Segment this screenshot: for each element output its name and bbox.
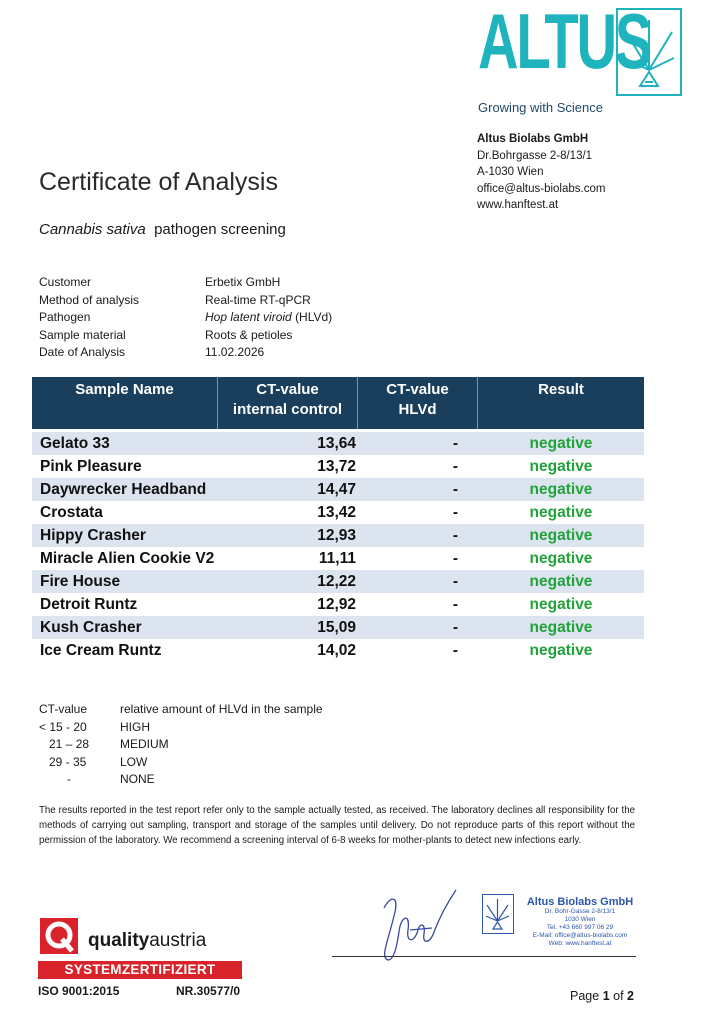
ct-internal-control-cell: 14,47: [317, 480, 356, 498]
ct-internal-control-cell: 14,02: [317, 641, 356, 659]
ct-hlvd-cell: -: [452, 457, 458, 475]
legend-value: NONE: [120, 772, 155, 786]
address-web[interactable]: www.hanftest.at: [477, 199, 559, 211]
date-label: Date of Analysis: [39, 345, 126, 359]
quality-q-icon: [40, 918, 78, 954]
header-ct-hlvd: CT-value HLVd: [358, 377, 478, 429]
stamp-city: 1030 Wien: [564, 916, 596, 923]
ct-hlvd-cell: -: [452, 434, 458, 452]
sample-name-cell: Ice Cream Runtz: [40, 641, 162, 659]
lab-stamp: [482, 890, 642, 956]
ct-hlvd-cell: -: [452, 480, 458, 498]
table-row: [32, 455, 644, 478]
stamp-name: Altus Biolabs GmbH: [526, 896, 634, 908]
analysis-metadata: [39, 274, 332, 362]
legend-key: 21 – 28: [49, 737, 90, 751]
legend-value: HIGH: [120, 719, 150, 734]
table-row: [32, 432, 644, 455]
sample-name-cell: Daywrecker Headband: [40, 480, 207, 498]
table-row: [32, 639, 644, 662]
ct-internal-control-cell: 13,64: [317, 434, 356, 452]
result-cell: negative: [529, 434, 593, 452]
page-title: Certificate of Analysis: [39, 168, 278, 196]
table-row: [32, 616, 644, 639]
logo-tagline: Growing with Science: [478, 100, 603, 115]
page-number: Page 1 of 2: [570, 989, 634, 1003]
header-result: Result: [538, 381, 584, 398]
result-cell: negative: [529, 549, 593, 567]
date-value: 11.02.2026: [205, 345, 265, 359]
stamp-web: Web: www.hanftest.at: [548, 940, 612, 947]
legend-key: CT-value: [39, 702, 88, 716]
sample-name-cell: Crostata: [40, 503, 103, 521]
table-row: [32, 593, 644, 616]
logo-wordmark: ALTUS: [478, 0, 651, 85]
table-body: [32, 432, 644, 662]
customer-label: Customer: [39, 275, 92, 289]
ct-hlvd-cell: -: [452, 595, 458, 613]
pathogen-abbr: (HLVd): [295, 310, 333, 324]
method-label: Method of analysis: [39, 292, 140, 307]
result-cell: negative: [529, 457, 593, 475]
table-row: [32, 501, 644, 524]
material-label: Sample material: [39, 327, 126, 342]
result-cell: negative: [529, 595, 593, 613]
result-cell: negative: [529, 572, 593, 590]
subtitle-species: Cannabis sativa: [39, 221, 146, 238]
stamp-tel: Tel. +43 660 997 06 29: [546, 924, 614, 931]
header-ct-internal-control: CT-value internal control: [218, 377, 358, 429]
table-row: [32, 570, 644, 593]
legend-value: relative amount of HLVd in the sample: [120, 702, 323, 716]
page-subtitle: [39, 221, 286, 238]
sample-name-cell: Kush Crasher: [40, 618, 142, 636]
sample-name-cell: Fire House: [40, 572, 121, 590]
ct-internal-control-cell: 13,72: [317, 457, 356, 475]
legend-key: 29 - 35: [49, 754, 87, 769]
sample-name-cell: Miracle Alien Cookie V2: [40, 549, 215, 567]
ct-internal-control-cell: 12,93: [317, 526, 356, 544]
systemzertifiziert-bar: SYSTEMZERTIFIZIERT: [38, 961, 242, 979]
table-row: [32, 478, 644, 501]
signature-line: [332, 956, 636, 957]
legend-key: -: [67, 772, 71, 786]
ct-hlvd-cell: -: [452, 641, 458, 659]
certificate-number: NR.30577/0: [176, 984, 241, 998]
pathogen-label: Pathogen: [39, 310, 91, 324]
sample-name-cell: Pink Pleasure: [40, 457, 142, 475]
signature-area: [332, 886, 644, 966]
ct-hlvd-cell: -: [452, 572, 458, 590]
material-value: Roots & petioles: [205, 327, 293, 342]
quality-austria-badge: [38, 918, 248, 1002]
results-table: [32, 377, 644, 662]
header-sample-name: Sample Name: [32, 377, 218, 429]
ct-value-legend: [39, 701, 323, 789]
ct-hlvd-cell: -: [452, 549, 458, 567]
lab-address: [477, 131, 605, 214]
altus-logo: [476, 0, 686, 116]
ct-internal-control-cell: 13,42: [317, 503, 356, 521]
address-email[interactable]: office@altus-biolabs.com: [477, 182, 606, 195]
customer-value: Erbetix GmbH: [205, 275, 281, 289]
stamp-email: E-Mail: office@altus-biolabs.com: [532, 932, 628, 939]
sample-name-cell: Hippy Crasher: [40, 526, 146, 544]
result-cell: negative: [529, 503, 593, 521]
quality-wordmark: qualityaustria: [88, 930, 207, 951]
address-street: Dr.Bohrgasse 2-8/13/1: [477, 149, 593, 162]
ct-hlvd-cell: -: [452, 618, 458, 636]
ct-internal-control-cell: 12,92: [317, 595, 356, 613]
method-value: Real-time RT-qPCR: [205, 292, 311, 307]
result-cell: negative: [529, 526, 593, 544]
ct-internal-control-cell: 12,22: [317, 572, 356, 590]
result-cell: negative: [529, 641, 593, 659]
address-city: A-1030 Wien: [477, 166, 544, 178]
disclaimer-text: The results reported in the test report refer only to the sample actually tested, as received. The laboratory declines all responsibility for the methods of carrying out sampling, transport and storage of the samples until delivery. Do not reproduce parts of this report without the permission of the laboratory. We recommend a screening interval of 6-8 weeks for mother-plants to detect new infections early.: [39, 805, 635, 846]
table-row: [32, 524, 644, 547]
stamp-text: [518, 896, 642, 948]
sample-name-cell: Detroit Runtz: [40, 595, 138, 613]
cannabis-leaf-icon: [616, 8, 682, 96]
subtitle-rest: pathogen screening: [154, 221, 286, 238]
stamp-street: Dr. Bohr-Gasse 2-8/13/1: [544, 908, 616, 915]
legend-value: MEDIUM: [120, 737, 169, 751]
result-cell: negative: [529, 480, 593, 498]
legend-value: LOW: [120, 754, 148, 769]
table-header: [32, 377, 644, 429]
ct-hlvd-cell: -: [452, 526, 458, 544]
ct-internal-control-cell: 11,11: [318, 549, 356, 567]
sample-name-cell: Gelato 33: [40, 434, 110, 452]
result-cell: negative: [529, 618, 593, 636]
stamp-leaf-icon: [482, 894, 514, 934]
ct-internal-control-cell: 15,09: [317, 618, 356, 636]
pathogen-name: Hop latent viroid: [205, 310, 292, 324]
pathogen-value: [205, 309, 332, 327]
iso-standard: ISO 9001:2015: [38, 984, 120, 998]
legend-key: < 15 - 20: [39, 719, 87, 734]
signature-image: [370, 886, 480, 966]
address-company: Altus Biolabs GmbH: [477, 133, 589, 145]
ct-hlvd-cell: -: [452, 503, 458, 521]
table-row: [32, 547, 644, 570]
